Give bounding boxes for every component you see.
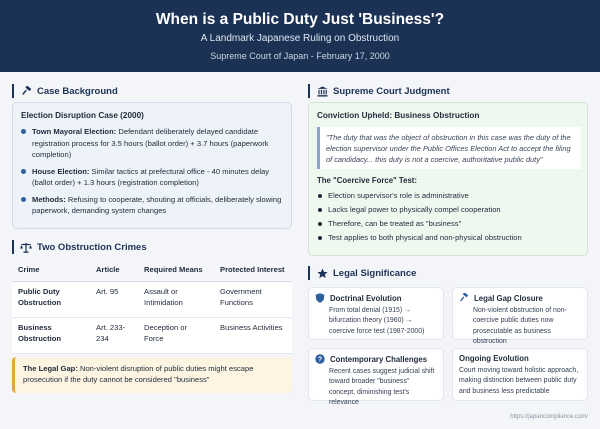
- court-date: Supreme Court of Japan - February 17, 2000: [210, 51, 390, 61]
- significance-card-title: Doctrinal Evolution: [330, 293, 402, 303]
- crimes-table: [12, 259, 292, 354]
- table-cell: Assault or Intimidation: [138, 281, 214, 317]
- significance-card-title: Contemporary Challenges: [330, 354, 428, 364]
- case-fact-text: Similar tactics at prefectural office - 40 minutes delay (ballot order) + 1.3 hours (registration completion): [32, 166, 270, 187]
- table-row: [12, 317, 292, 353]
- judgment-heading: [308, 84, 450, 98]
- column-header: Required Means: [138, 259, 214, 281]
- significance-heading: [308, 266, 416, 280]
- significance-card-text: Non-violent obstruction of non-coercive public duties now prosecutable as business obstruction: [473, 307, 567, 345]
- courthouse-icon: [316, 85, 328, 97]
- table-header-row: [12, 259, 292, 281]
- case-fact-text: Refusing to cooperate, shouting at officials, deliberately slowing paperwork, demanding system changes: [32, 194, 282, 215]
- table-cell: Government Functions: [214, 281, 292, 317]
- column-header: Crime: [12, 259, 90, 281]
- gavel-icon: [459, 293, 469, 303]
- footer-link[interactable]: https://japancompliance.com/: [510, 414, 588, 420]
- list-item: Therefore, can be treated as "business": [317, 217, 581, 231]
- judgment-quote: "The duty that was the object of obstruction in this case was the duty of the election supervisor under the Public Offices Election Act to accept the filing of candidacy... this duty is not a coercive, authoritative public duty": [317, 127, 581, 169]
- significance-card: [452, 348, 588, 401]
- scale-icon: [20, 241, 32, 253]
- crimes-title: Two Obstruction Crimes: [37, 241, 147, 253]
- judgment-title: Supreme Court Judgment: [333, 85, 450, 97]
- table-row: [12, 281, 292, 317]
- significance-card-text: From total denial (1915) → bifurcation theory (1960) → coercive force test (1987-2000): [329, 307, 425, 335]
- gavel-icon: [20, 85, 32, 97]
- page-header: [0, 0, 600, 72]
- case-fact-list: [21, 126, 287, 222]
- case-fact: [21, 166, 287, 189]
- significance-card-title: Legal Gap Closure: [474, 293, 543, 303]
- case-background-heading: [12, 84, 118, 98]
- page-subtitle: A Landmark Japanese Ruling on Obstruction: [200, 33, 400, 44]
- case-fact-label: House Election:: [32, 166, 90, 176]
- crimes-heading: [12, 240, 147, 254]
- table-cell: Art. 233-234: [90, 317, 138, 353]
- table-cell: Business Obstruction: [12, 317, 90, 353]
- coercive-force-test-list: [317, 189, 581, 245]
- significance-card: [452, 287, 588, 345]
- table-cell: Art. 95: [90, 281, 138, 317]
- coercive-force-test-title: The "Coercive Force" Test:: [317, 176, 417, 185]
- column-header: Protected Interest: [214, 259, 292, 281]
- list-item: Test applies to both physical and non-physical obstruction: [317, 231, 581, 245]
- case-background-card: [12, 102, 292, 229]
- significance-card-text: Court moving toward holistic approach, making distinction between public duty and business less predictable: [459, 367, 579, 395]
- case-title: Election Disruption Case (2000): [21, 111, 144, 120]
- judgment-outcome: Conviction Upheld: Business Obstruction: [317, 111, 480, 120]
- shield-icon: [315, 293, 325, 303]
- case-fact-label: Methods:: [32, 194, 66, 204]
- case-fact-text: Defendant deliberately delayed candidate registration process for 3.5 hours (ballot order) + 3.7 hours (paperwork completion): [32, 127, 269, 159]
- case-fact: [21, 194, 287, 217]
- significance-title: Legal Significance: [333, 267, 417, 279]
- legal-gap-label: The Legal Gap:: [23, 364, 78, 373]
- significance-card-title: Ongoing Evolution: [459, 354, 529, 363]
- list-item: Lacks legal power to physically compel cooperation: [317, 203, 581, 217]
- table-cell: Deception or Force: [138, 317, 214, 353]
- significance-card: [308, 287, 444, 340]
- case-fact: [21, 126, 287, 161]
- column-header: Article: [90, 259, 138, 281]
- case-fact-label: Town Mayoral Election:: [32, 127, 117, 136]
- star-icon: [316, 267, 328, 279]
- significance-card-text: Recent cases suggest judicial shift toward broader "business" concept, diminishing test's relevance: [329, 368, 435, 406]
- list-item: Election supervisor's role is administrative: [317, 189, 581, 203]
- table-cell: Business Activities: [214, 317, 292, 353]
- legal-gap-note: [12, 357, 292, 393]
- table-cell: Public Duty Obstruction: [12, 281, 90, 317]
- significance-card: [308, 348, 444, 406]
- question-circle-icon: [315, 354, 325, 364]
- svg-text:?: ?: [317, 356, 323, 364]
- case-background-title: Case Background: [37, 85, 118, 97]
- judgment-card: [308, 102, 588, 256]
- page-title: When is a Public Duty Just 'Business'?: [155, 11, 445, 28]
- legal-gap-text: Non-violent disruption of public duties might escape prosecution if the duty cannot be considered "business": [23, 364, 254, 384]
